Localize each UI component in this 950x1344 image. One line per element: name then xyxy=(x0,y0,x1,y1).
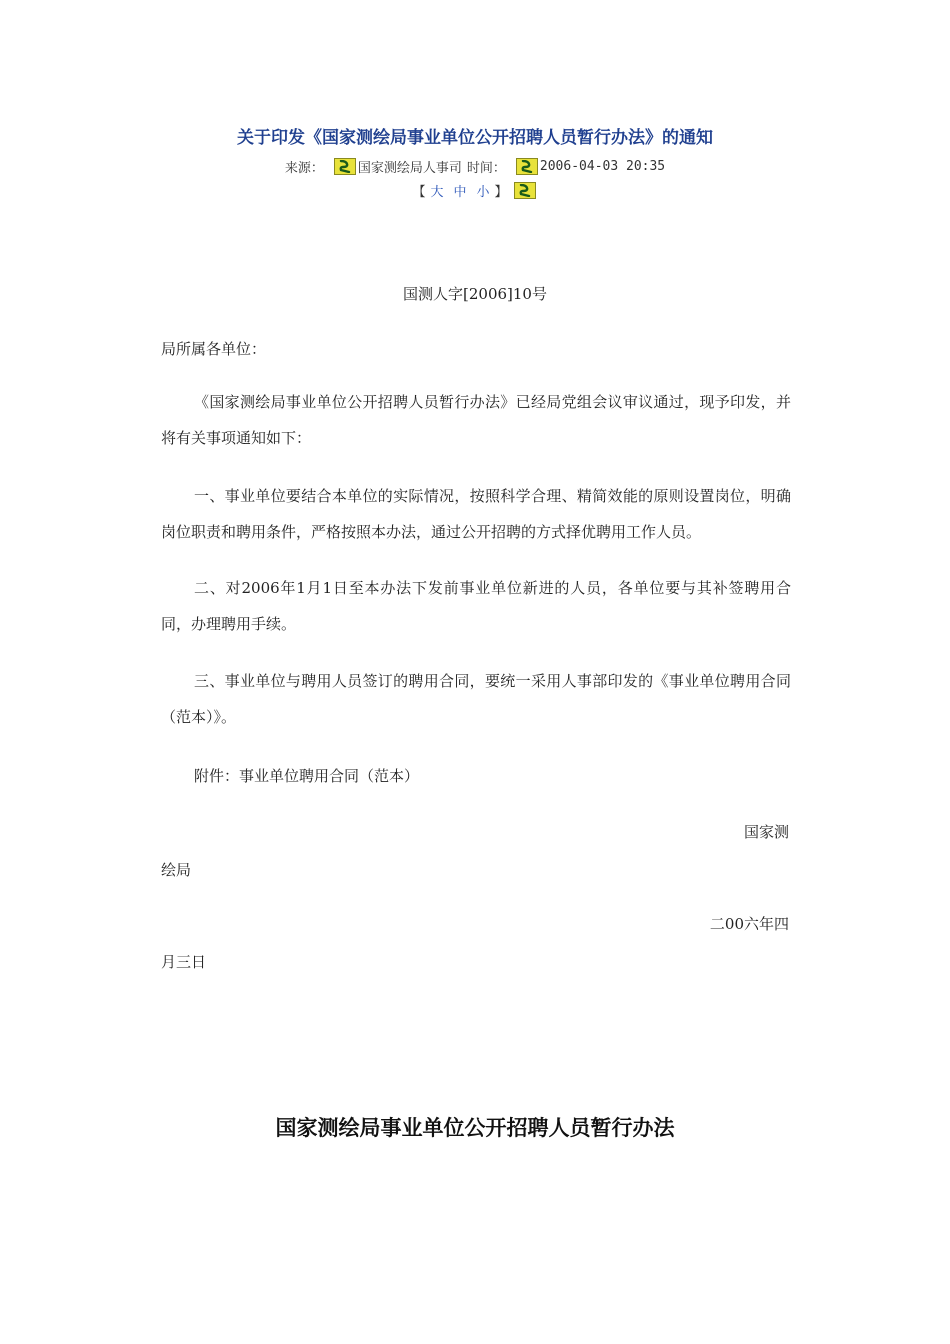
logo-icon xyxy=(334,158,356,175)
intro-paragraph: 《国家测绘局事业单位公开招聘人员暂行办法》已经局党组会议审议通过，现予印发，并将有关事项通知如下： xyxy=(161,393,791,447)
bracket-open: 【 xyxy=(412,185,426,200)
font-size-controls xyxy=(0,181,950,200)
section-title: 国家测绘局事业单位公开招聘人员暂行办法 xyxy=(275,1115,675,1140)
source-value: 国家测绘局人事司 xyxy=(357,161,462,176)
document-number: 国测人字[2006]10号 xyxy=(403,285,547,303)
signature-line-2: 绘局 xyxy=(161,861,192,879)
salutation: 局所属各单位： xyxy=(161,340,267,358)
page-title: 关于印发《国家测绘局事业单位公开招聘人员暂行办法》的通知 xyxy=(237,128,713,148)
item-3-paragraph: 三、事业单位与聘用人员签订的聘用合同，要统一采用人事部印发的《事业单位聘用合同（范本）》。 xyxy=(161,672,791,726)
meta-line xyxy=(0,157,950,176)
time-value: 2006-04-03 20:35 xyxy=(539,159,666,174)
font-size-large-link[interactable]: 大 xyxy=(430,185,444,200)
date-line-1: 二00六年四 xyxy=(709,915,789,933)
time-label: 时间： xyxy=(466,161,506,176)
logo-icon xyxy=(516,158,538,175)
logo-icon[interactable] xyxy=(514,182,536,199)
item-2-paragraph: 二、对2006年1月1日至本办法下发前事业单位新进的人员，各单位要与其补签聘用合同，办理聘用手续。 xyxy=(161,579,791,633)
signature-line-1: 国家测 xyxy=(743,823,789,841)
item-1-paragraph: 一、事业单位要结合本单位的实际情况，按照科学合理、精简效能的原则设置岗位，明确岗位职责和聘用条件，严格按照本办法，通过公开招聘的方式择优聘用工作人员。 xyxy=(161,487,791,541)
font-size-medium-link[interactable]: 中 xyxy=(453,185,467,200)
date-line-2: 月三日 xyxy=(161,953,207,971)
source-label: 来源： xyxy=(284,161,324,176)
bracket-close: 】 xyxy=(494,185,508,200)
font-size-small-link[interactable]: 小 xyxy=(476,185,490,200)
attachment-line: 附件：事业单位聘用合同（范本） xyxy=(194,767,420,785)
